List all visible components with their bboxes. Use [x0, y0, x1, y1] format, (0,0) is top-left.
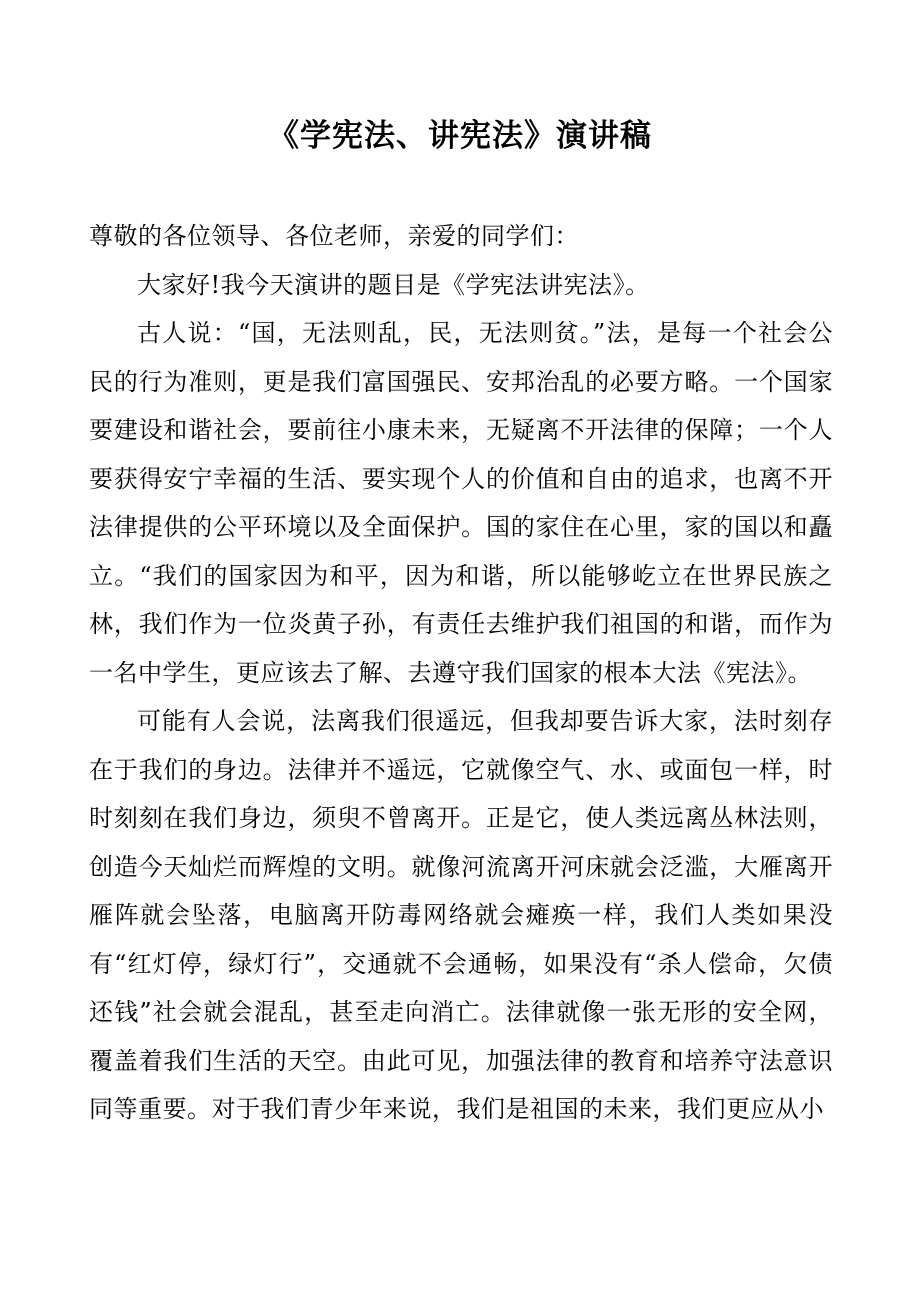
- paragraph-greeting: 大家好!我今天演讲的题目是《学宪法讲宪法》。: [137, 270, 650, 299]
- salutation: 尊敬的各位领导、各位老师，亲爱的同学们：: [89, 222, 579, 250]
- paragraph-law-importance: 古人说：“国，无法则乱，民，无法则贫。”法，是每一个社会公民的行为准则，更是我们富国强民、安邦治乱的必要方略。一个国家要建设和谐社会，要前往小康未来，无疑离不开法律的保障；一个人要获得安宁幸福的生活、要实现个人的价值和自由的追求，也离不开法律提供的公平环境以及全面保护。国的家住在心里，家的国以和矗立。“我们的国家因为和平，因为和谐，所以能够屹立在世界民族之林，我们作为一位炎黄子孙，有责任去维护我们祖国的和谐，而作为一名中学生，更应该去了解、去遵守我们国家的根本大法《宪法》。: [89, 319, 833, 687]
- paragraph-law-around-us: 可能有人会说，法离我们很遥远，但我却要告诉大家，法时刻存在于我们的身边。法律并不遥远，它就像空气、水、或面包一样，时时刻刻在我们身边，须臾不曾离开。正是它，使人类远离丛林法则，创造今天灿烂而辉煌的文明。就像河流离开河床就会泛滥，大雁离开雁阵就会坠落，电脑离开防毒网络就会瘫痪一样，我们人类如果没有“红灯停，绿灯行”，交通就不会通畅，如果没有“杀人偿命，欠债还钱”社会就会混乱，甚至走向消亡。法律就像一张无形的安全网，覆盖着我们生活的天空。由此可见，加强法律的教育和培养守法意识同等重要。对于我们青少年来说，我们是祖国的未来，我们更应从小: [89, 707, 833, 1123]
- document-title: 《学宪法、讲宪法》演讲稿: [268, 118, 652, 154]
- document-body: [89, 212, 833, 1134]
